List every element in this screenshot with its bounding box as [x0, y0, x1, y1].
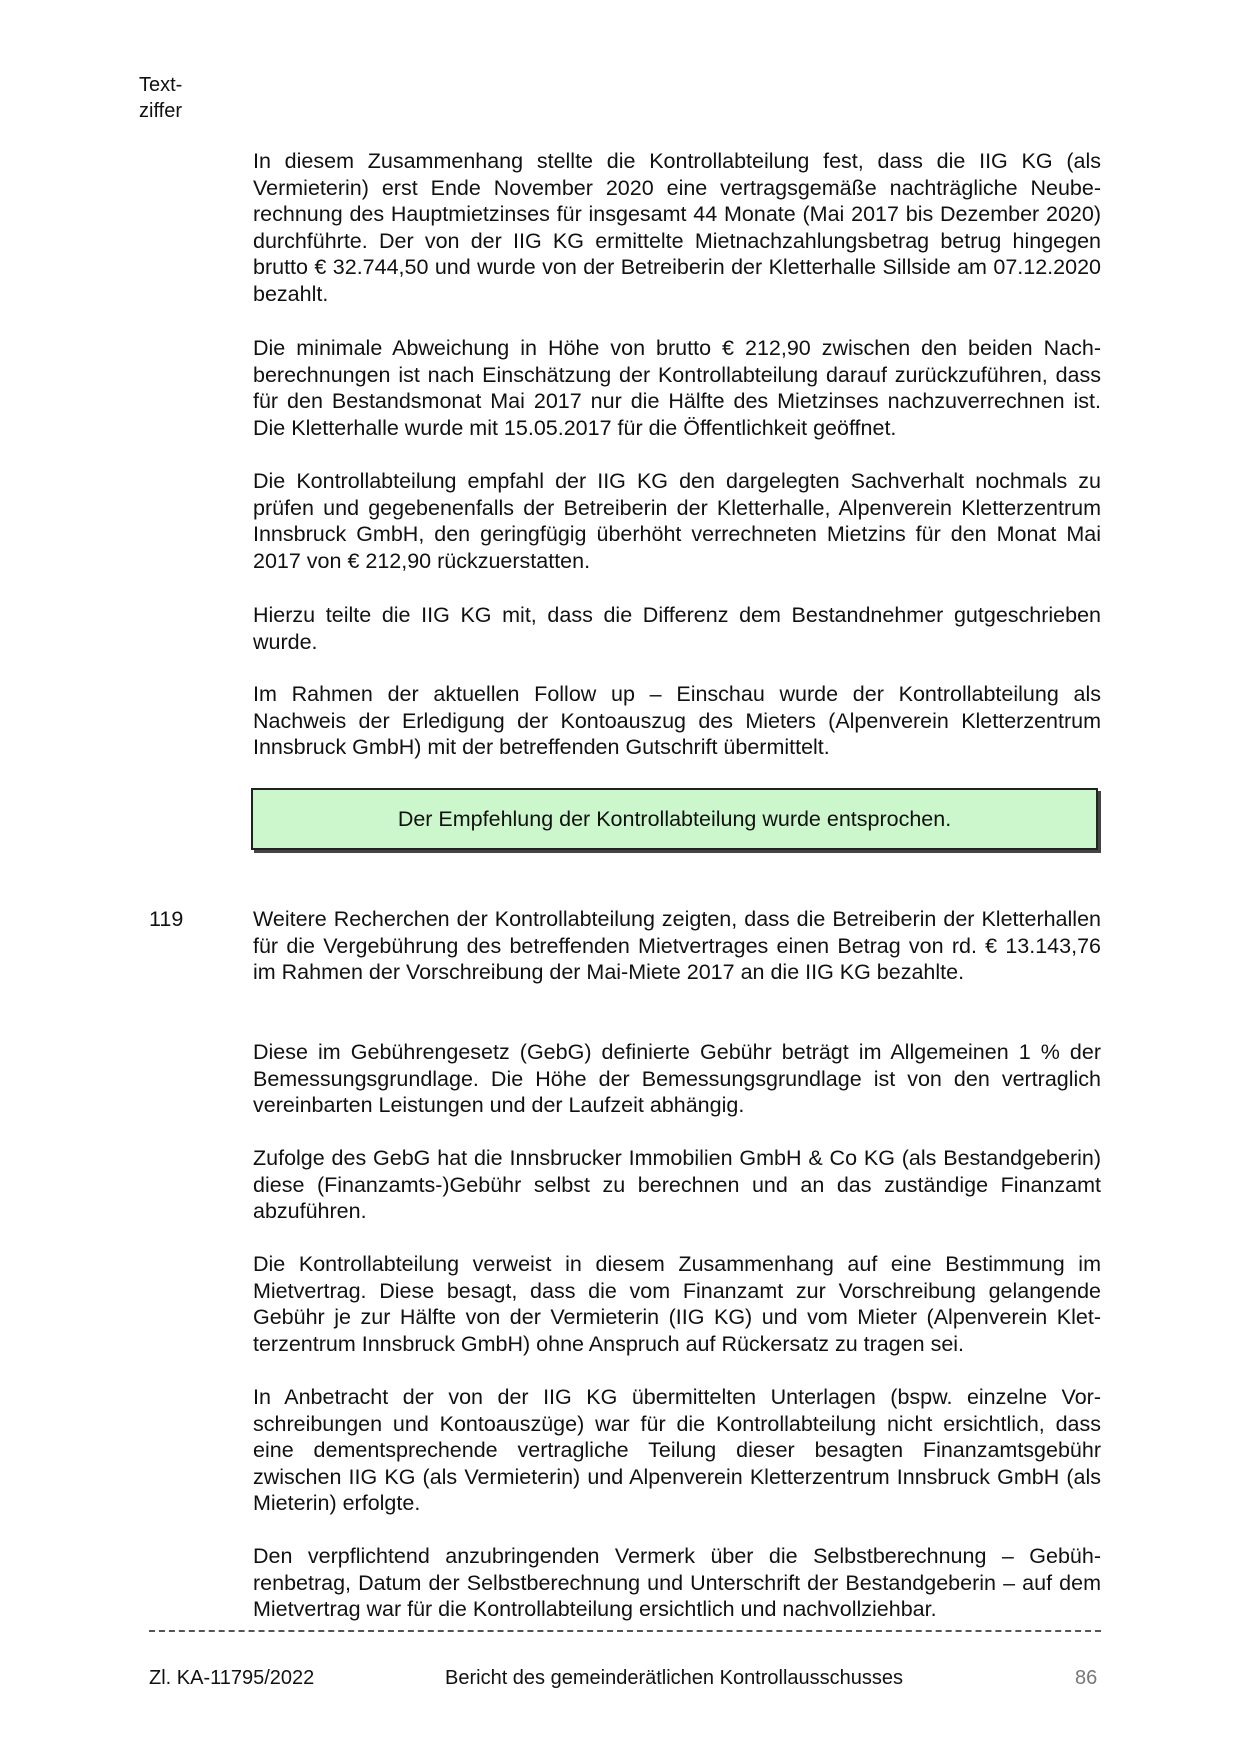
recommendation-fulfilled-text: Der Empfehlung der Kontrollabteilung wurde entsprochen.	[397, 806, 952, 831]
footer-title: Bericht des gemeinderätlichen Kontrollausschusses	[445, 1667, 904, 1689]
paragraph: Die minimale Abweichung in Höhe von brutto € 212,90 zwischen den beiden Nachberechnungen ist nach Einschätzung der Kontrollabteilung darauf zurückzuführen, dass für den Bestandsmonat Mai 2017 nur die Hälfte des Mietzinses nachzuverrechnen ist. Die Kletterhalle wurde mit 15.05.2017 für die Öffentlichkeit geöffnet.	[253, 336, 1101, 440]
textziffer-label	[139, 72, 182, 124]
textziffer-label-line1: Text-	[139, 74, 183, 96]
paragraph: Die Kontrollabteilung empfahl der IIG KG den dargelegten Sachverhalt nochmals zu prüfen und gegebenenfalls der Betreiberin der Kletterhalle, Alpenverein Kletterzentrum Innsbruck GmbH, den geringfügig überhöht verrechneten Mietzins für den Monat Mai 2017 von € 212,90 rückzuerstatten.	[253, 469, 1101, 573]
paragraph: Diese im Gebührengesetz (GebG) definierte Gebühr beträgt im Allgemeinen 1 % der Bemessungsgrundlage. Die Höhe der Bemessungsgrundlage ist von den vertraglich vereinbarten Leistungen und der Laufzeit abhängig.	[253, 1040, 1101, 1117]
recommendation-fulfilled-box	[251, 788, 1098, 850]
paragraph: Hierzu teilte die IIG KG mit, dass die Differenz dem Bestandnehmer gutgeschrieben wurde.	[253, 603, 1101, 654]
paragraph: Weitere Recherchen der Kontrollabteilung zeigten, dass die Betreiberin der Kletterhallen für die Vergebührung des betreffenden Mietvertrages einen Betrag von rd. € 13.143,76 im Rahmen der Vorschreibung der Mai-Miete 2017 an die IIG KG bezahlte.	[253, 907, 1101, 984]
textziffer-label-line2: ziffer	[139, 100, 182, 122]
footer-reference: Zl. KA-11795/2022	[149, 1667, 315, 1689]
footer-divider	[149, 1630, 1101, 1632]
page-number: 86	[1075, 1667, 1098, 1689]
paragraph: Den verpflichtend anzubringenden Vermerk über die Selbstberechnung – Gebührenbetrag, Datum der Selbstberechnung und Unterschrift der Bestandgeberin – auf dem Mietvertrag war für die Kontrollabteilung ersichtlich und nachvollziehbar.	[253, 1544, 1101, 1621]
paragraph: In Anbetracht der von der IIG KG übermittelten Unterlagen (bspw. einzelne Vorschreibungen und Kontoauszüge) war für die Kontrollabteilung nicht ersichtlich, dass eine dementsprechende vertragliche Teilung dieser besagten Finanzamtsgebühr zwischen IIG KG (als Vermieterin) und Alpenverein Kletterzentrum Innsbruck GmbH (als Mieterin) erfolgte.	[253, 1385, 1101, 1515]
section-number: 119	[149, 907, 184, 931]
paragraph: Die Kontrollabteilung verweist in diesem Zusammenhang auf eine Bestimmung im Mietvertrag. Diese besagt, dass die vom Finanzamt zur Vorschreibung gelangende Gebühr je zur Hälfte von der Vermieterin (IIG KG) und vom Mieter (Alpenverein Kletterzentrum Innsbruck GmbH) ohne Anspruch auf Rückersatz zu tragen sei.	[253, 1252, 1101, 1356]
paragraph: Zufolge des GebG hat die Innsbrucker Immobilien GmbH & Co KG (als Bestandgeberin) diese (Finanzamts-)Gebühr selbst zu berechnen und an das zuständige Finanzamt abzuführen.	[253, 1146, 1101, 1223]
paragraph: In diesem Zusammenhang stellte die Kontrollabteilung fest, dass die IIG KG (als Vermieterin) erst Ende November 2020 eine vertragsgemäße nachträgliche Neuberechnung des Hauptmietzinses für insgesamt 44 Monate (Mai 2017 bis Dezember 2020) durchführte. Der von der IIG KG ermittelte Mietnachzahlungsbetrag betrug hingegen brutto € 32.744,50 und wurde von der Betreiberin der Kletterhalle Sillside am 07.12.2020 bezahlt.	[253, 149, 1101, 306]
paragraph: Im Rahmen der aktuellen Follow up – Einschau wurde der Kontrollabteilung als Nachweis der Erledigung der Kontoauszug des Mieters (Alpenverein Kletterzentrum Innsbruck GmbH) mit der betreffenden Gutschrift übermittelt.	[253, 682, 1101, 759]
